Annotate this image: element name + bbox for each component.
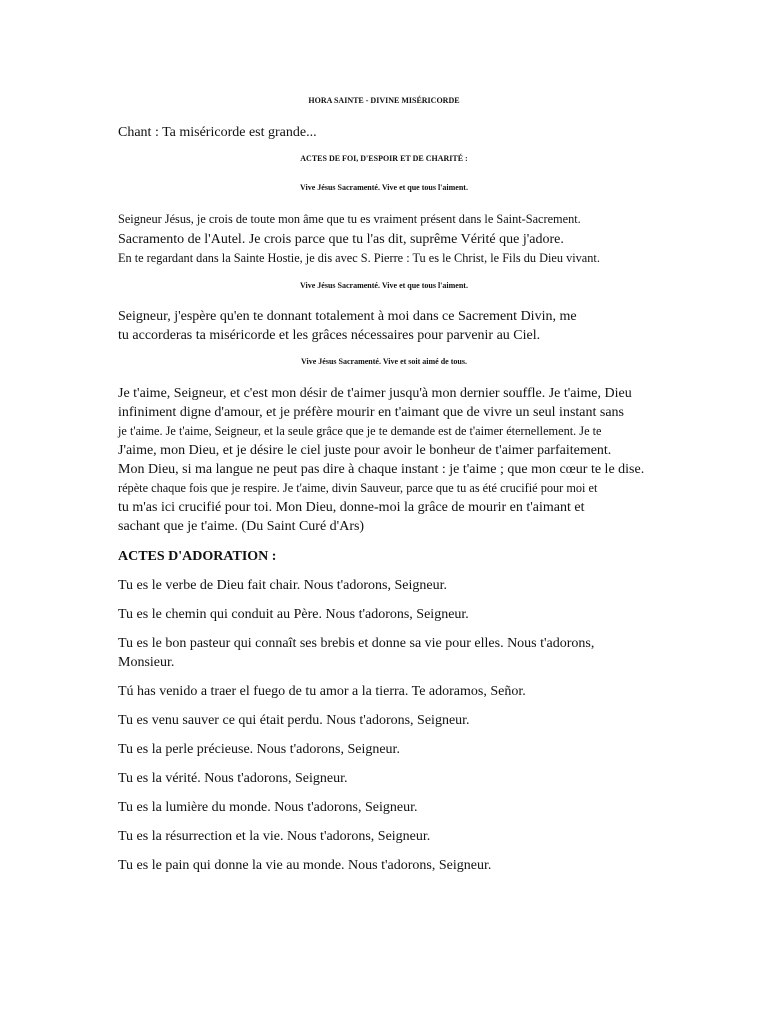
adoration-item: Tu es la lumière du monde. Nous t'adorons, Seigneur. bbox=[118, 800, 418, 815]
adoration-item: Tu es le verbe de Dieu fait chair. Nous t'adorons, Seigneur. bbox=[118, 578, 447, 593]
acts-heading: ACTES DE FOI, D'ESPOIR ET DE CHARITÉ : bbox=[300, 154, 468, 163]
charity-line: répète chaque fois que je respire. Je t'aime, divin Sauveur, parce que tu as été crucifié pour moi et bbox=[118, 481, 598, 495]
adoration-item: Tu es le chemin qui conduit au Père. Nous t'adorons, Seigneur. bbox=[118, 607, 469, 622]
adoration-item: Tu es le pain qui donne la vie au monde. Nous t'adorons, Seigneur. bbox=[118, 858, 492, 873]
charity-line: tu m'as ici crucifié pour toi. Mon Dieu, donne-moi la grâce de mourir en t'aimant et bbox=[118, 500, 585, 515]
adoration-item: Tu es le bon pasteur qui connaît ses brebis et donne sa vie pour elles. Nous t'adorons, bbox=[118, 636, 595, 651]
faith-acclamation: Vive Jésus Sacramenté. Vive et que tous l'aiment. bbox=[300, 183, 468, 192]
faith-line: Sacramento de l'Autel. Je crois parce que tu l'as dit, suprême Vérité que j'adore. bbox=[118, 232, 564, 247]
adoration-item: Tu es la perle précieuse. Nous t'adorons, Seigneur. bbox=[118, 742, 400, 757]
charity-line: sachant que je t'aime. (Du Saint Curé d'Ars) bbox=[118, 519, 365, 534]
faith-line: En te regardant dans la Sainte Hostie, je dis avec S. Pierre : Tu es le Christ, le Fils du Dieu vivant. bbox=[118, 251, 600, 265]
chant-line: Chant : Ta miséricorde est grande... bbox=[118, 125, 317, 140]
charity-line: J'aime, mon Dieu, et je désire le ciel juste pour avoir le bonheur de t'aimer parfaitement. bbox=[118, 443, 612, 458]
adoration-item-continuation: Monsieur. bbox=[118, 655, 175, 670]
hope-line: tu accorderas ta miséricorde et les grâces nécessaires pour parvenir au Ciel. bbox=[118, 328, 541, 343]
charity-line: infiniment digne d'amour, et je préfère mourir en t'aimant que de vivre un seul instant sans bbox=[118, 405, 625, 420]
adoration-item: Tu es la résurrection et la vie. Nous t'adorons, Seigneur. bbox=[118, 829, 431, 844]
faith-line: Seigneur Jésus, je crois de toute mon âme que tu es vraiment présent dans le Saint-Sacrement. bbox=[118, 212, 581, 226]
hope-line: Seigneur, j'espère qu'en te donnant totalement à moi dans ce Sacrement Divin, me bbox=[118, 309, 577, 324]
hope-acclamation: Vive Jésus Sacramenté. Vive et que tous l'aiment. bbox=[300, 281, 468, 290]
adoration-heading: ACTES D'ADORATION : bbox=[118, 549, 277, 564]
adoration-item: Tu es venu sauver ce qui était perdu. Nous t'adorons, Seigneur. bbox=[118, 713, 470, 728]
charity-line: Je t'aime, Seigneur, et c'est mon désir de t'aimer jusqu'à mon dernier souffle. Je t'aime, Dieu bbox=[118, 386, 632, 401]
adoration-item: Tú has venido a traer el fuego de tu amor a la tierra. Te adoramos, Señor. bbox=[118, 684, 526, 699]
charity-acclamation: Vive Jésus Sacramenté. Vive et soit aimé de tous. bbox=[301, 357, 467, 366]
adoration-item: Tu es la vérité. Nous t'adorons, Seigneur. bbox=[118, 771, 348, 786]
charity-line: je t'aime. Je t'aime, Seigneur, et la seule grâce que je te demande est de t'aimer éternellement. Je te bbox=[118, 424, 602, 438]
document-title: HORA SAINTE - DIVINE MISÉRICORDE bbox=[308, 96, 460, 105]
charity-line: Mon Dieu, si ma langue ne peut pas dire à chaque instant : je t'aime ; que mon cœur te le dise. bbox=[118, 462, 645, 477]
